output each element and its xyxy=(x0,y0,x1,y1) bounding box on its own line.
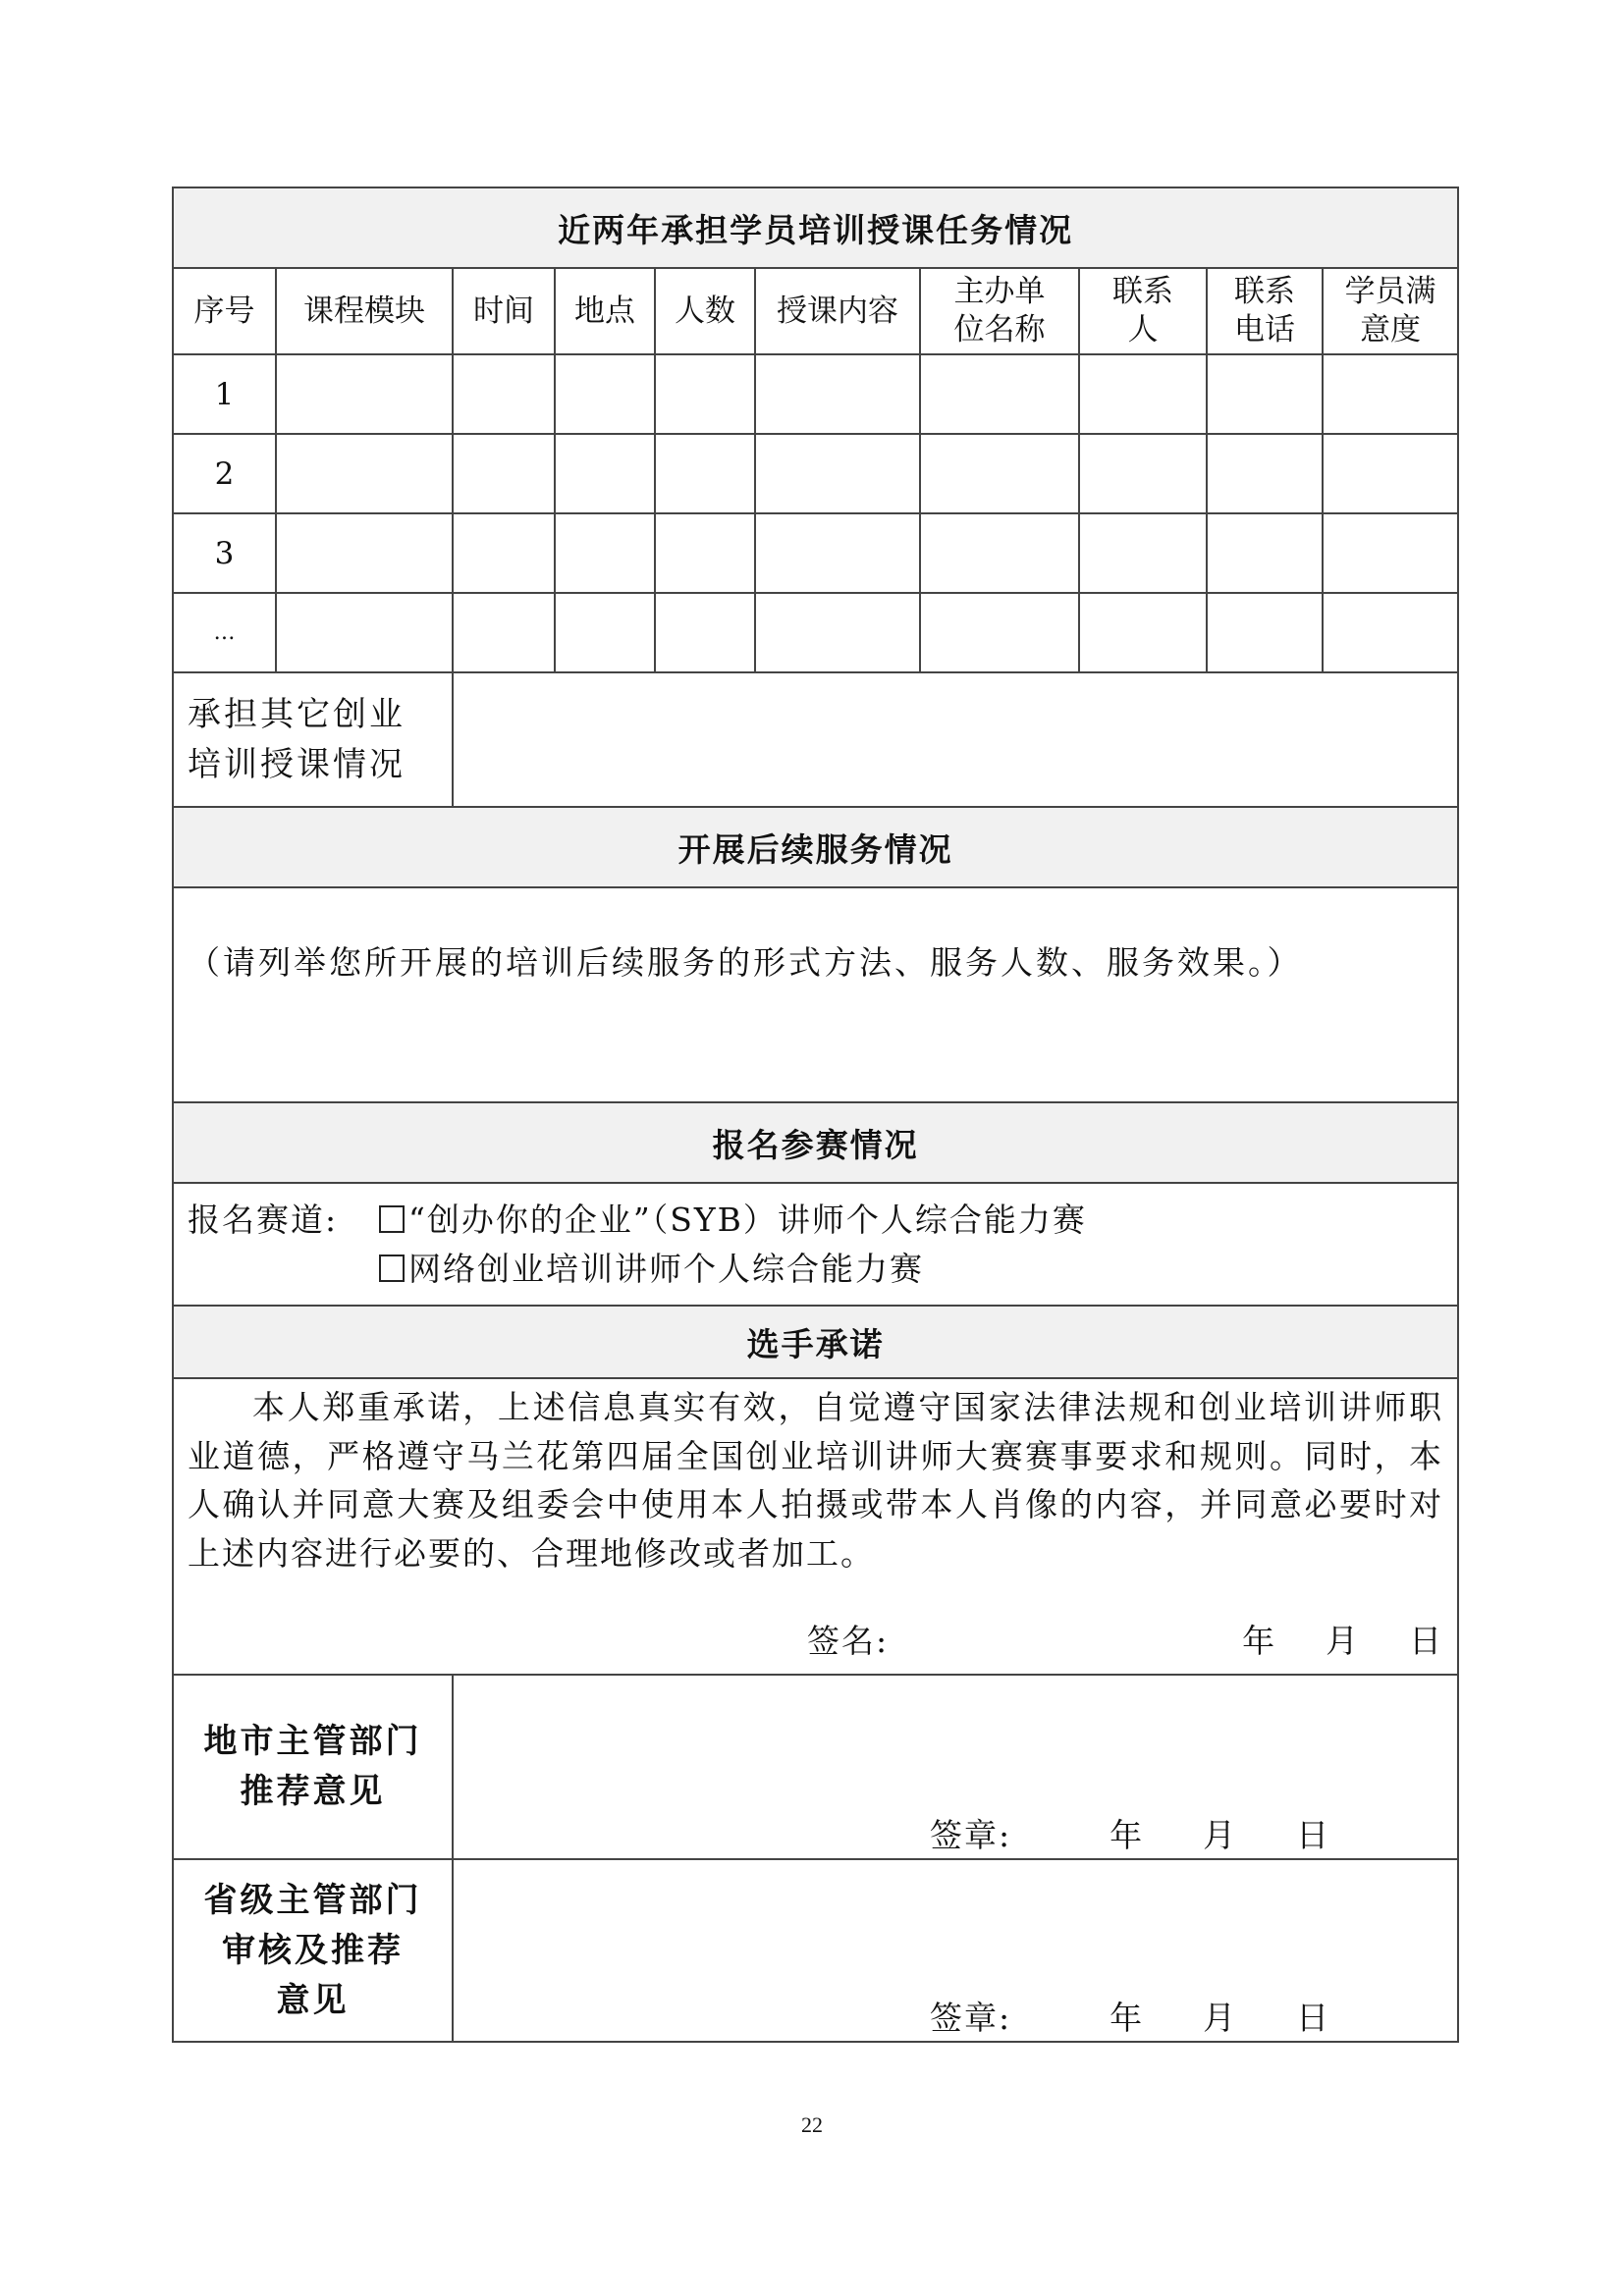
cell-course-module[interactable] xyxy=(276,593,453,672)
follow-up-service-field[interactable] xyxy=(173,887,1458,1102)
cell-contact-phone[interactable] xyxy=(1207,354,1323,434)
signature-label: 签名: xyxy=(807,1622,890,1660)
province-review-field[interactable] xyxy=(453,1859,1458,2042)
cell-location[interactable] xyxy=(555,593,655,672)
section-title-follow-up-service: 开展后续服务情况 xyxy=(173,807,1458,887)
cell-contact-phone[interactable] xyxy=(1207,434,1323,513)
cell-headcount[interactable] xyxy=(655,434,755,513)
cell-content[interactable] xyxy=(755,593,920,672)
column-header-organizer: 主办单 位名称 xyxy=(920,268,1079,354)
checkbox-icon[interactable] xyxy=(379,1205,405,1233)
cell-time[interactable] xyxy=(453,593,555,672)
cell-satisfaction[interactable] xyxy=(1323,354,1458,434)
cell-headcount[interactable] xyxy=(655,354,755,434)
signature-line xyxy=(188,1617,1443,1666)
cell-headcount[interactable] xyxy=(655,593,755,672)
other-training-label: 承担其它创业 培训授课情况 xyxy=(173,672,453,807)
column-header-content: 授课内容 xyxy=(755,268,920,354)
cell-contact-phone[interactable] xyxy=(1207,513,1323,593)
cell-content[interactable] xyxy=(755,513,920,593)
application-form-table xyxy=(172,187,1459,2043)
cell-content[interactable] xyxy=(755,434,920,513)
signature-date: 年 月 日 xyxy=(1242,1622,1444,1660)
column-header-satisfaction: 学员满 意度 xyxy=(1323,268,1458,354)
cell-satisfaction[interactable] xyxy=(1323,513,1458,593)
row-index: 1 xyxy=(173,354,276,434)
column-header-headcount: 人数 xyxy=(655,268,755,354)
cell-satisfaction[interactable] xyxy=(1323,434,1458,513)
province-review-label: 省级主管部门 审核及推荐 意见 xyxy=(173,1859,453,2042)
cell-location[interactable] xyxy=(555,513,655,593)
cell-satisfaction[interactable] xyxy=(1323,593,1458,672)
cell-organizer[interactable] xyxy=(920,354,1079,434)
page-number: 22 xyxy=(801,2112,823,2137)
track-option-online[interactable]: 网络创业培训讲师个人综合能力赛 xyxy=(379,1245,924,1294)
cell-time[interactable] xyxy=(453,513,555,593)
column-header-index: 序号 xyxy=(173,268,276,354)
pledge-cell xyxy=(173,1378,1458,1675)
column-header-contact-phone: 联系 电话 xyxy=(1207,268,1323,354)
other-training-field[interactable] xyxy=(453,672,1458,807)
cell-contact-person[interactable] xyxy=(1079,593,1207,672)
table-row xyxy=(173,434,1458,513)
cell-location[interactable] xyxy=(555,354,655,434)
cell-time[interactable] xyxy=(453,354,555,434)
follow-up-service-hint: （请列举您所开展的培训后续服务的形式方法、服务人数、服务效果。） xyxy=(188,943,1303,982)
cell-organizer[interactable] xyxy=(920,593,1079,672)
cell-time[interactable] xyxy=(453,434,555,513)
table-header-row xyxy=(173,268,1458,354)
column-header-course-module: 课程模块 xyxy=(276,268,453,354)
table-row xyxy=(173,354,1458,434)
section-title-pledge: 选手承诺 xyxy=(173,1306,1458,1378)
track-option-syb[interactable]: “创办你的企业”（SYB）讲师个人综合能力赛 xyxy=(379,1196,1087,1245)
cell-course-module[interactable] xyxy=(276,354,453,434)
column-header-location: 地点 xyxy=(555,268,655,354)
row-index-ellipsis: … xyxy=(173,593,276,672)
province-stamp-line: 签章: 年 月 日 xyxy=(930,1999,1331,2037)
section-title-registration: 报名参赛情况 xyxy=(173,1102,1458,1183)
checkbox-icon[interactable] xyxy=(379,1255,405,1282)
table-row xyxy=(173,513,1458,593)
cell-location[interactable] xyxy=(555,434,655,513)
city-review-field[interactable] xyxy=(453,1675,1458,1859)
cell-headcount[interactable] xyxy=(655,513,755,593)
registration-track-cell xyxy=(173,1183,1458,1306)
track-label: 报名赛道: xyxy=(188,1201,339,1239)
cell-content[interactable] xyxy=(755,354,920,434)
row-index: 2 xyxy=(173,434,276,513)
city-review-label: 地市主管部门 推荐意见 xyxy=(173,1675,453,1859)
table-row xyxy=(173,593,1458,672)
column-header-time: 时间 xyxy=(453,268,555,354)
cell-contact-person[interactable] xyxy=(1079,434,1207,513)
row-index: 3 xyxy=(173,513,276,593)
cell-contact-person[interactable] xyxy=(1079,513,1207,593)
cell-organizer[interactable] xyxy=(920,434,1079,513)
cell-course-module[interactable] xyxy=(276,434,453,513)
pledge-text: 本人郑重承诺，上述信息真实有效，自觉遵守国家法律法规和创业培训讲师职业道德，严格遵守马兰花第四届全国创业培训讲师大赛赛事要求和规则。同时，本人确认并同意大赛及组委会中使用本人拍摄或带本人肖像的内容，并同意必要时对上述内容进行必要的、合理地修改或者加工。 xyxy=(188,1388,1444,1573)
cell-organizer[interactable] xyxy=(920,513,1079,593)
cell-contact-phone[interactable] xyxy=(1207,593,1323,672)
city-stamp-line: 签章: 年 月 日 xyxy=(930,1816,1331,1854)
cell-course-module[interactable] xyxy=(276,513,453,593)
cell-contact-person[interactable] xyxy=(1079,354,1207,434)
section-title-teaching-tasks: 近两年承担学员培训授课任务情况 xyxy=(173,187,1458,268)
column-header-contact-person: 联系 人 xyxy=(1079,268,1207,354)
